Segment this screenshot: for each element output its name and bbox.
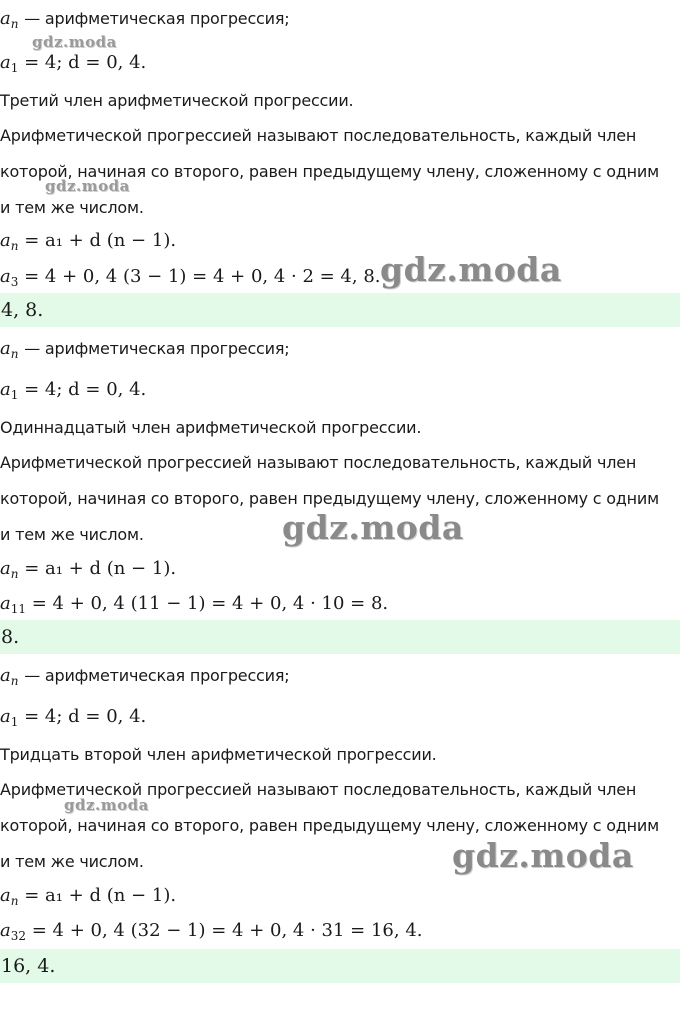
formula-line: $a_n = a_1 + d$ (n − 1). xyxy=(0,885,177,908)
given-values: = 4; d = 0, 4. xyxy=(24,379,147,400)
term-index: 3 xyxy=(10,275,19,289)
rule-line: и тем же числом. xyxy=(0,852,144,871)
watermark: gdz.moda xyxy=(32,33,117,51)
definition-text: — арифметическая прогрессия; xyxy=(24,339,290,358)
watermark: gdz.moda xyxy=(380,250,562,289)
definition-text: — арифметическая прогрессия; xyxy=(24,666,290,685)
answer-box xyxy=(0,949,680,983)
definition-line: $a_n$ — арифметическая прогрессия; xyxy=(0,8,290,31)
section-heading: Одиннадцатый член арифметической прогрессии. xyxy=(0,418,422,437)
definition-text: — арифметическая прогрессия; xyxy=(24,9,290,28)
definition-line: $a_n$ — арифметическая прогрессия; xyxy=(0,665,290,688)
calculation-line: $a_{32} = 4 + 0$, 4 (32 − 1) = 4 + 0, 4 · 31 = 16, 4. xyxy=(0,920,423,943)
term-index: 32 xyxy=(10,929,27,943)
formula: = a₁ + d (n − 1). xyxy=(24,558,177,579)
given-values: = 4; d = 0, 4. xyxy=(24,706,147,727)
answer: 16, 4. xyxy=(1,955,56,977)
rule-line: Арифметической прогрессией называют последовательность, каждый член xyxy=(0,126,637,145)
rule-line: Арифметической прогрессией называют последовательность, каждый член xyxy=(0,780,637,799)
rule-line: которой, начиная со второго, равен предыдущему члену, сложенному с одним xyxy=(0,816,659,835)
formula-line: $a_n = a_1 + d$ (n − 1). xyxy=(0,558,177,581)
definition-line: $a_n$ — арифметическая прогрессия; xyxy=(0,338,290,361)
formula: = a₁ + d (n − 1). xyxy=(24,885,177,906)
section-heading: Третий член арифметической прогрессии. xyxy=(0,91,354,110)
calculation-line: $a_3 = 4 + 0$, 4 (3 − 1) = 4 + 0, 4 · 2 = 4, 8. xyxy=(0,266,381,289)
rule-line: и тем же числом. xyxy=(0,525,144,544)
answer: 8. xyxy=(1,626,20,648)
calculation: = 4 + 0, 4 (3 − 1) = 4 + 0, 4 · 2 = 4, 8. xyxy=(24,266,381,287)
formula: = a₁ + d (n − 1). xyxy=(24,230,177,251)
calculation: = 4 + 0, 4 (11 − 1) = 4 + 0, 4 · 10 = 8. xyxy=(31,593,389,614)
watermark: gdz.moda xyxy=(64,796,149,814)
rule-line: которой, начиная со второго, равен предыдущему члену, сложенному с одним xyxy=(0,489,659,508)
given-values: = 4; d = 0, 4. xyxy=(24,52,147,73)
answer-box xyxy=(0,620,680,654)
rule-line: и тем же числом. xyxy=(0,198,144,217)
given-line: $a_1 = 4$; d = 0, 4. xyxy=(0,379,147,402)
rule-line: Арифметической прогрессией называют последовательность, каждый член xyxy=(0,453,637,472)
given-line: $a_1 = 4$; d = 0, 4. xyxy=(0,706,147,729)
rule-line: которой, начиная со второго, равен предыдущему члену, сложенному с одним xyxy=(0,162,659,181)
term-index: 11 xyxy=(10,602,27,616)
watermark: gdz.moda xyxy=(452,836,634,875)
answer: 4, 8. xyxy=(1,299,44,321)
calculation-line: $a_{11} = 4 + 0$, 4 (11 − 1) = 4 + 0, 4 · 10 = 8. xyxy=(0,593,389,616)
section-heading: Тридцать второй член арифметической прогрессии. xyxy=(0,745,437,764)
watermark: gdz.moda xyxy=(45,177,130,195)
answer-box xyxy=(0,293,680,327)
watermark: gdz.moda xyxy=(282,508,464,547)
formula-line: $a_n = a_1 + d$ (n − 1). xyxy=(0,230,177,253)
calculation: = 4 + 0, 4 (32 − 1) = 4 + 0, 4 · 31 = 16, 4. xyxy=(31,920,423,941)
given-line: $a_1 = 4$; d = 0, 4. xyxy=(0,52,147,75)
